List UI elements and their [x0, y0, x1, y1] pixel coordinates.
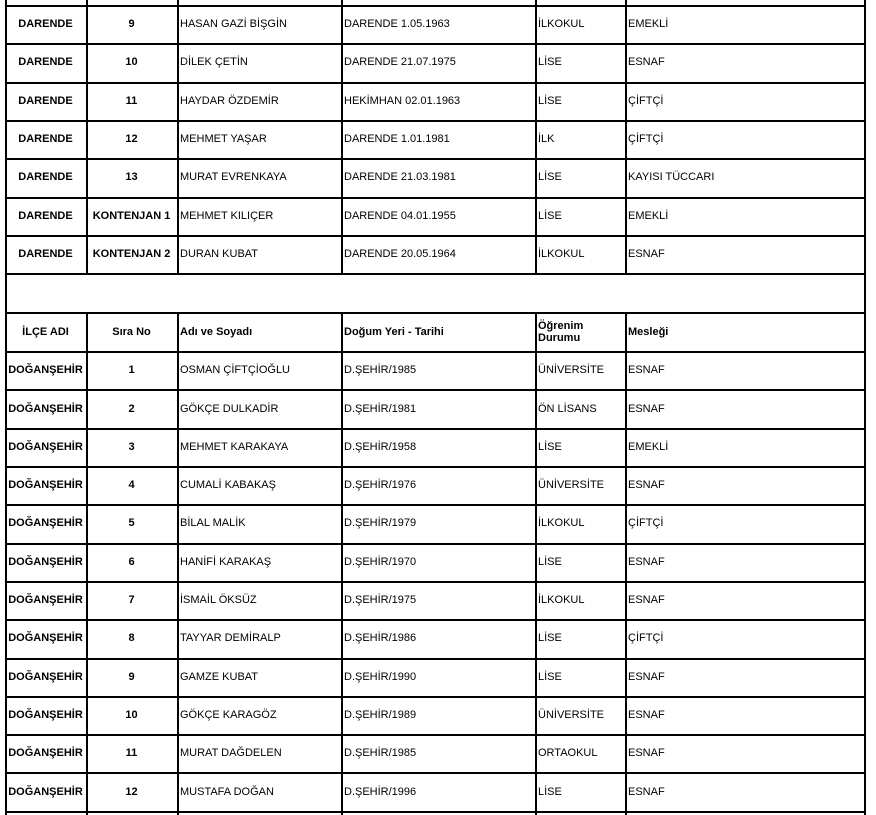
table-cell-sira: 9: [128, 18, 135, 31]
table-cell-sira: 12: [125, 785, 138, 798]
table-cell-ilce: DOĞANŞEHİR: [8, 555, 83, 568]
table-cell-ad: MURAT EVRENKAYA: [180, 171, 287, 184]
table-cell-ad: BİLAL MALİK: [180, 517, 246, 530]
table-cell-ogrenim: LİSE: [538, 555, 562, 568]
table-cell-sira: 10: [125, 56, 138, 69]
table-cell-meslek: ESNAF: [628, 670, 665, 683]
table-cell-ilce: DARENDE: [18, 171, 73, 184]
table-cell-ad: MEHMET KILIÇER: [180, 209, 274, 222]
table-cell-ad: HASAN GAZİ BİŞGİN: [180, 18, 287, 31]
table-cell-dogum: D.ŞEHİR/1975: [344, 594, 417, 607]
table-cell-dogum: D.ŞEHİR/1985: [344, 364, 417, 377]
table-cell-ilce: DARENDE: [18, 247, 73, 260]
table-cell-ad: MUSTAFA DOĞAN: [180, 785, 274, 798]
table-border: [5, 273, 866, 275]
table-cell-meslek: EMEKLİ: [628, 440, 669, 453]
table-cell-dogum: D.ŞEHİR/1976: [344, 479, 417, 492]
table-cell-dogum: DARENDE 1.05.1963: [344, 18, 450, 31]
table-cell-ad: DURAN KUBAT: [180, 247, 259, 260]
table-cell-sira: 8: [128, 632, 135, 645]
table-cell-dogum: D.ŞEHİR/1958: [344, 440, 417, 453]
table-cell-ogrenim: LİSE: [538, 670, 562, 683]
table-cell-ilce: DOĞANŞEHİR: [8, 517, 83, 530]
table-cell-ilce: DOĞANŞEHİR: [8, 670, 83, 683]
column-header-ad: Adı ve Soyadı: [180, 325, 253, 338]
table-cell-meslek: ESNAF: [628, 708, 665, 721]
table-cell-ilce: DOĞANŞEHİR: [8, 785, 83, 798]
table-cell-ad: MEHMET KARAKAYA: [180, 440, 289, 453]
table-cell-ogrenim: LİSE: [538, 440, 562, 453]
table-cell-sira: 10: [125, 708, 138, 721]
table-cell-ilce: DOĞANŞEHİR: [8, 402, 83, 415]
column-header-ilce: İLÇE ADI: [22, 325, 69, 338]
table-cell-sira: 3: [128, 440, 135, 453]
table-cell-ilce: DARENDE: [18, 56, 73, 69]
table-cell-ogrenim: ÜNİVERSİTE: [538, 708, 605, 721]
table-cell-sira: 2: [128, 402, 135, 415]
table-cell-ad: MEHMET YAŞAR: [180, 133, 267, 146]
column-header-meslek: Mesleği: [628, 325, 669, 338]
table-cell-ad: HANİFİ KARAKAŞ: [180, 555, 272, 568]
table-cell-dogum: D.ŞEHİR/1989: [344, 708, 417, 721]
table-cell-sira: 1: [128, 364, 135, 377]
table-cell-dogum: D.ŞEHİR/1985: [344, 747, 417, 760]
table-cell-ad: HAYDAR ÖZDEMİR: [180, 94, 279, 107]
table-cell-meslek: ESNAF: [628, 555, 665, 568]
table-cell-meslek: ESNAF: [628, 402, 665, 415]
table-cell-dogum: D.ŞEHİR/1981: [344, 402, 417, 415]
table-cell-sira: KONTENJAN 1: [92, 209, 171, 222]
table-cell-ad: MURAT DAĞDELEN: [180, 747, 282, 760]
table-cell-dogum: DARENDE 20.05.1964: [344, 247, 456, 260]
table-cell-ogrenim: İLKOKUL: [538, 517, 585, 530]
table-cell-meslek: ESNAF: [628, 247, 665, 260]
table-cell-ad: İSMAİL ÖKSÜZ: [180, 594, 257, 607]
table-cell-dogum: D.ŞEHİR/1986: [344, 632, 417, 645]
table-cell-meslek: ÇİFTÇİ: [628, 94, 664, 107]
table-cell-ogrenim: İLK: [538, 133, 555, 146]
table-cell-ilce: DARENDE: [18, 94, 73, 107]
table-cell-dogum: DARENDE 04.01.1955: [344, 209, 456, 222]
table-cell-dogum: D.ŞEHİR/1979: [344, 517, 417, 530]
table-cell-ad: DİLEK ÇETİN: [180, 56, 248, 69]
table-cell-meslek: ESNAF: [628, 479, 665, 492]
table-cell-sira: 11: [125, 747, 138, 760]
table-cell-ilce: DOĞANŞEHİR: [8, 594, 83, 607]
table-cell-ogrenim: ORTAOKUL: [538, 747, 598, 760]
table-cell-meslek: ESNAF: [628, 594, 665, 607]
table-cell-sira: 13: [125, 171, 138, 184]
table-cell-ilce: DARENDE: [18, 209, 73, 222]
table-cell-ad: TAYYAR DEMİRALP: [180, 632, 281, 645]
table-cell-ogrenim: ÖN LİSANS: [538, 402, 597, 415]
table-cell-dogum: D.ŞEHİR/1970: [344, 555, 417, 568]
table-cell-dogum: DARENDE 1.01.1981: [344, 133, 450, 146]
table-cell-sira: 5: [128, 517, 135, 530]
table-cell-meslek: ÇİFTÇİ: [628, 133, 664, 146]
table-cell-ilce: DOĞANŞEHİR: [8, 364, 83, 377]
table-cell-ogrenim: İLKOKUL: [538, 247, 585, 260]
table-cell-sira: 7: [128, 594, 135, 607]
table-cell-ilce: DOĞANŞEHİR: [8, 479, 83, 492]
table-cell-dogum: DARENDE 21.03.1981: [344, 171, 456, 184]
table-cell-meslek: ESNAF: [628, 56, 665, 69]
column-header-sira: Sıra No: [112, 325, 151, 338]
table-cell-ogrenim: ÜNİVERSİTE: [538, 479, 605, 492]
table-cell-ilce: DARENDE: [18, 133, 73, 146]
table-cell-ad: GAMZE KUBAT: [180, 670, 259, 683]
table-cell-ogrenim: LİSE: [538, 785, 562, 798]
table-cell-ogrenim: ÜNİVERSİTE: [538, 364, 605, 377]
table-cell-ad: CUMALİ KABAKAŞ: [180, 479, 276, 492]
table-cell-ogrenim: İLKOKUL: [538, 18, 585, 31]
table-cell-dogum: D.ŞEHİR/1996: [344, 785, 417, 798]
table-cell-ogrenim: LİSE: [538, 209, 562, 222]
table-border: [864, 0, 866, 815]
table-cell-ogrenim: LİSE: [538, 171, 562, 184]
table-cell-meslek: KAYISI TÜCCARI: [628, 171, 715, 184]
table-cell-meslek: ÇİFTÇİ: [628, 632, 664, 645]
table-cell-meslek: ESNAF: [628, 364, 665, 377]
table-cell-sira: 6: [128, 555, 135, 568]
table-cell-dogum: HEKİMHAN 02.01.1963: [344, 94, 461, 107]
table-cell-sira: 12: [125, 133, 138, 146]
table-cell-ogrenim: İLKOKUL: [538, 594, 585, 607]
table-cell-meslek: ESNAF: [628, 747, 665, 760]
table-cell-ilce: DOĞANŞEHİR: [8, 747, 83, 760]
table-cell-ad: GÖKÇE KARAGÖZ: [180, 708, 277, 721]
table-cell-sira: 9: [128, 670, 135, 683]
table-cell-ilce: DARENDE: [18, 18, 73, 31]
table-cell-meslek: ESNAF: [628, 785, 665, 798]
table-cell-meslek: EMEKLİ: [628, 209, 669, 222]
table-cell-ad: OSMAN ÇİFTÇİOĞLU: [180, 364, 291, 377]
table-cell-meslek: ÇİFTÇİ: [628, 517, 664, 530]
table-cell-ogrenim: LİSE: [538, 632, 562, 645]
column-header-ogrenim: Öğrenim Durumu: [538, 319, 584, 344]
table-cell-sira: 4: [128, 479, 135, 492]
table-cell-ilce: DOĞANŞEHİR: [8, 632, 83, 645]
table-cell-dogum: D.ŞEHİR/1990: [344, 670, 417, 683]
table-cell-ogrenim: LİSE: [538, 94, 562, 107]
table-cell-meslek: EMEKLİ: [628, 18, 669, 31]
table-cell-ogrenim: LİSE: [538, 56, 562, 69]
table-cell-ad: GÖKÇE DULKADİR: [180, 402, 279, 415]
column-header-dogum: Doğum Yeri - Tarihi: [344, 325, 444, 338]
table-cell-dogum: DARENDE 21.07.1975: [344, 56, 456, 69]
table-cell-ilce: DOĞANŞEHİR: [8, 440, 83, 453]
table-cell-sira: 11: [125, 94, 138, 107]
table-border: [5, 811, 866, 813]
table-cell-sira: KONTENJAN 2: [92, 247, 171, 260]
table-cell-ilce: DOĞANŞEHİR: [8, 708, 83, 721]
